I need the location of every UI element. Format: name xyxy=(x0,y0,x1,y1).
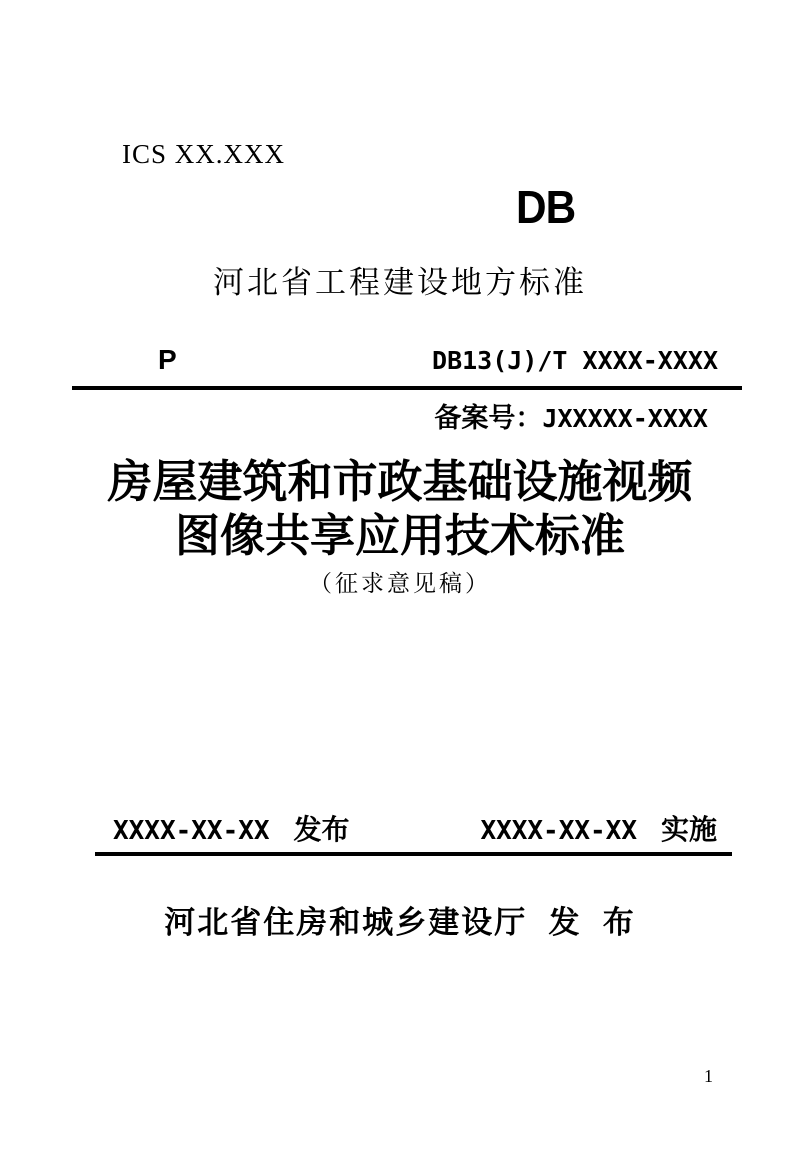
record-number-value: JXXXXX-XXXX xyxy=(542,404,708,433)
standard-type-heading: 河北省工程建设地方标准 xyxy=(213,265,587,300)
issue-label: 发布 xyxy=(293,814,350,845)
db-mark: DB xyxy=(516,181,576,233)
code-row xyxy=(72,344,718,376)
standard-number: DB13(J)/T XXXX-XXXX xyxy=(432,346,718,375)
ics-code: ICS XX.XXX xyxy=(122,139,286,169)
implement-date-group xyxy=(480,808,717,848)
date-row xyxy=(113,808,717,848)
footer-divider-rule xyxy=(95,852,732,856)
issue-date-group xyxy=(113,808,350,848)
document-title-line1: 房屋建筑和市政基础设施视频 xyxy=(107,456,693,507)
record-number-row xyxy=(434,396,708,435)
document-title-line2: 图像共享应用技术标准 xyxy=(174,510,625,561)
page-number: 1 xyxy=(704,1066,713,1086)
record-number-label: 备案号： xyxy=(434,403,543,433)
implement-label: 实施 xyxy=(660,814,717,845)
p-classification-code: P xyxy=(158,344,177,375)
publisher-line: 河北省住房和城乡建设厅 发 布 xyxy=(164,905,636,940)
draft-status-note: （征求意见稿） xyxy=(309,571,491,596)
header-divider-rule xyxy=(72,386,742,390)
implement-date: XXXX-XX-XX xyxy=(480,816,637,846)
issue-date: XXXX-XX-XX xyxy=(113,816,270,846)
document-title xyxy=(0,455,800,563)
